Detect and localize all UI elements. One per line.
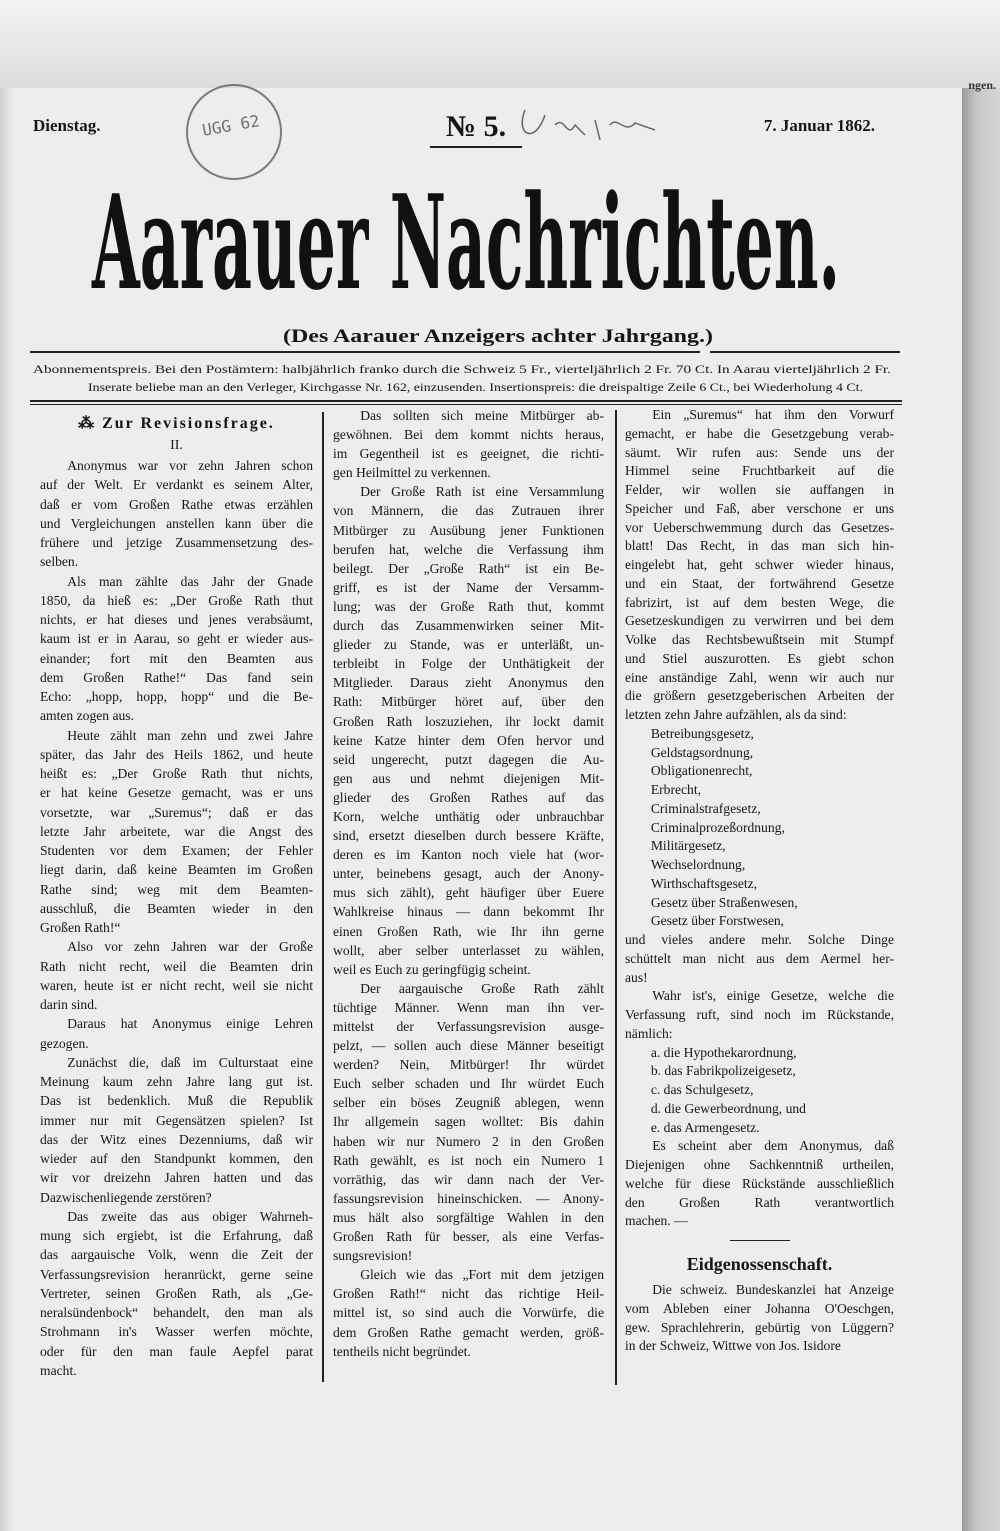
text-line: Speicher und Faß, aber verschone er uns [625,500,894,516]
weekday: Dienstag. [33,116,101,135]
list-item: Obligationenrecht, [650,763,753,779]
list-item: Criminalstrafgesetz, [650,800,761,816]
text-line: berufen hat, welche die Verfassung ihm [333,541,604,557]
scan-top-margin [0,0,1000,88]
text-line: die größern gesetzgeberischen Arbeiten der [625,688,894,704]
text-line: gen Heilmittel zu verkennen. [333,465,491,481]
text-line: fabrizirt, ist auf dem besten Wege, die [625,594,894,610]
paragraph [333,1265,604,1360]
text-line: glieder des Großen Rathes auf das [333,789,604,805]
text-line: vor Ueberschwemmung durch das Gesetzes- [625,519,894,535]
text-line: Rathe sind; weg mit dem Beamten- [40,881,313,897]
text-line: mittelst der Verfassungsrevision ausge- [333,1019,604,1034]
newspaper-subtitle: (Des Aarauer Anzeigers achter Jahrgang.) [283,326,713,347]
text-line: fassungsrevision hineinschicken. — Anony- [333,1190,604,1206]
text-line: mus sich zählt), geht häufiger über Euere [333,885,604,901]
text-line: terbleibt in Folge der Unthätigkeit der [333,656,604,672]
text-line: Mitbürger zu Ausübung jener Funktionen [333,522,604,538]
text-line: Großen Rath!“ [40,920,121,935]
paragraph [625,1281,894,1356]
text-line: Rath nicht recht, weil die Beamten drin [40,958,313,974]
text-line: macht. [40,1362,77,1378]
double-rule-bottom [30,404,902,405]
text-line: 1850, da hieß es: „Der Große Rath thut [40,592,313,608]
text-line: das der Witz eines Dezenniums, daß wir [40,1131,313,1147]
paragraph [40,726,313,938]
text-line: den Großen Rath verantwortlich [625,1194,894,1210]
text-line: selber ein böses Zeugniß ablegen, wenn [333,1095,604,1111]
article-part-number: II. [170,438,183,453]
list-item: d. die Gewerbeordnung, und [650,1100,806,1116]
text-line: sungsrevision! [333,1248,413,1264]
paragraph [625,987,894,1043]
text-line: mung sich ergiebt, ist die Erfahrung, daß [40,1228,313,1243]
text-line: selben. [40,554,79,570]
text-line: mus hält also sorgfältige Wahlen in den [333,1209,604,1225]
text-line: Echo: „hopp, hopp, hopp“ und die Be- [40,689,313,704]
text-line: Rath gewählt, es ist noch ein Numero 1 [333,1152,604,1168]
text-line: Verfassungsrevision heranrückt, gerne seine [40,1266,313,1282]
text-line: säumt. Wir rufen aus: Sende uns der [625,444,894,460]
text-line: wir vor dreizehn Jahren hatten und das [40,1170,313,1186]
text-line: durch das Zusammenwirken seiner Mit- [333,618,604,634]
text-line: das aargauische Volk, wenn die Zeit der [40,1247,313,1263]
text-line: eingelebt hat, geht schwer wieder hinaus, [625,557,894,572]
text-line: eine anständige Zahl, wenn wir auch nur [625,669,894,685]
text-line: einander; fort mit den Beamten aus [40,650,313,666]
paragraph [40,1014,313,1053]
text-line: weil es Euch zu geringfügig scheint. [333,961,531,977]
text-line: und Stiel auszurotten. Es giebt schon [625,650,894,666]
article-heading: ⁂ Zur Revisionsfrage. [78,415,275,432]
text-line: immer nur mit Gegensätzen spielen? Ist [40,1112,313,1128]
text-line: Volke das Rechtsbewußtsein mit Stumpf [625,632,894,647]
text-line: sind, ersetzt dieselben durch bessere Kräfte, [333,828,604,844]
handwritten-annotation [505,95,665,155]
paragraph [40,456,313,572]
text-line: Das zweite das aus obiger Wahrneh- [67,1208,313,1224]
text-line: Dazwischenliegende zerstören? [40,1189,212,1205]
text-line: amten zogen aus. [40,708,134,724]
text-line: von Männern, die das Zutrauen ihrer [333,503,604,519]
text-line: wieder auf den Standpunkt kommen, den [40,1151,313,1166]
list-item: a. die Hypothekarordnung, [650,1044,797,1060]
text-line: Großen Rath für besser, als eine Verfas- [333,1229,604,1245]
text-line: dem Großen Rathe gemacht werden, größ- [333,1324,604,1340]
text-line: Gesetzeskundigen zu verwirren und bei dem [625,613,894,629]
paragraph [40,1053,313,1207]
text-line: Verfassung ruft, sind noch im Rückstande, [625,1007,894,1022]
text-line: Himmel seine Fruchtbarkeit auf die [625,463,894,479]
list-item: Criminalprozeßordnung, [650,819,785,835]
text-line: Vertreter, seinen Großen Rath, als „Ge- [40,1285,313,1301]
text-line: beilegt. Der „Große Rath“ ist ein Be- [333,560,604,576]
text-line: Felder, wir wollen sie auffangen in [625,482,894,497]
text-line: Als man zählte das Jahr der Gnade [67,573,313,589]
masthead-rule-right [710,351,900,353]
text-line: Großen Rath loszuziehen, ihr lockt damit [333,713,604,729]
column-2 [333,406,604,1361]
article-heading: Eidgenossenschaft. [686,1254,833,1274]
text-line: Strohmann in's Wasser werfen möchte, [40,1324,313,1340]
text-line: auf der Welt. Er verdankt es seinem Alter, [40,477,313,493]
text-line: gen aus und nehmt diejenigen Mit- [333,770,604,786]
text-line: keine Katze hinter dem Ofen hervor und [333,732,604,748]
text-line: vorräthig, das wir dann nach der Ver- [333,1171,604,1187]
text-line: lung; was der Große Rath thut, kommt [333,598,604,614]
text-line: deren es im Kanton noch viele hat (wor- [333,847,604,863]
text-line: und Vergleichungen anstellen kann über die [40,515,313,531]
text-line: Das ist bedenklich. Muß die Republik [40,1093,313,1109]
list-item: Gesetz über Forstwesen, [650,913,785,929]
text-line: haben wir nur Numero 2 in den Großen [333,1133,604,1149]
list-item: Wirthschaftsgesetz, [650,875,758,891]
list-item: Wechselordnung, [650,857,746,872]
paragraph [333,979,604,1265]
text-line: gew. Sprachlehrerin, gebürtig von Lüggern? [625,1319,894,1335]
text-line: Studenten vor dem Examen; der Fehler [40,843,313,858]
text-line: Also vor zehn Jahren war der Große [67,939,313,955]
text-line: neralsündenbock“ behandelt, den man als [40,1305,313,1320]
text-line: Diejenigen ohne Sachkenntniß urtheilen, [625,1157,894,1172]
paragraph [625,406,894,725]
text-line: Euch selber schaden und Ihr würdet Euch [333,1076,604,1092]
list-item: Erbrecht, [650,782,702,797]
text-line: Großen Rath!“ nicht das richtige Heil- [333,1286,604,1302]
column-3 [625,406,894,1356]
text-line: liegt darin, daß keine Beamten im Großen [40,862,313,878]
paragraph [40,1207,313,1380]
list-item: e. das Armengesetz. [650,1119,760,1135]
text-line: Zunächst die, daß im Culturstaat eine [67,1054,313,1070]
text-line: Wahlkreise hinaus — dann bekommt Ihr [333,904,604,920]
text-line: Die schweiz. Bundeskanzlei hat Anzeige [652,1282,894,1297]
text-line: tentheils nicht begründet. [333,1343,471,1359]
text-line: in der Schweiz, Wittwe von Jos. Isidore [625,1338,841,1354]
text-line: glieder zu Stande, was er unterläßt, un- [333,637,604,653]
text-line: Rath: Mitbürger höret auf, über den [333,694,604,710]
enumerated-list [625,725,894,931]
text-line: mittel ist, so sind auch die Vorwürfe, die [333,1305,604,1321]
issue-number: № 5. [430,110,522,148]
text-line: und vieles andere mehr. Solche Dinge [625,932,894,947]
text-line: oder für den man faule Aepfel parat [40,1343,313,1359]
list-item: Betreibungsgesetz, [650,725,754,741]
text-line: später, das Jahr des Heils 1862, und heute [40,746,313,762]
text-line: welche für diese Rückstände ausschließlich [625,1175,894,1191]
text-line: gezogen. [40,1035,89,1051]
text-line: waren, heute ist er nicht recht, weil sie nicht [40,977,313,993]
text-line: blatt! Das Recht, in das man sich hin- [625,538,894,554]
text-line: nämlich: [625,1025,673,1041]
text-line: Daraus hat Anonymus einige Lehren [67,1016,313,1032]
text-line: dem Großen Rathe!“ Das fand sein [40,669,313,685]
text-line: Es scheint aber dem Anonymus, daß [652,1138,894,1154]
list-item: Geldstagsordnung, [650,744,754,760]
column-divider [615,410,617,1385]
paragraph [40,937,313,1014]
text-line: Gleich wie das „Fort mit dem jetzigen [360,1267,604,1283]
text-line: er hat keine Gesetze gemacht, was er uns [40,785,313,801]
text-line: Der Große Rath ist eine Versammlung [360,484,604,500]
text-line: aus! [625,969,648,985]
issue-date: 7. Januar 1862. [763,116,875,135]
list-item: c. das Schulgesetz, [650,1082,754,1097]
text-line: frühere und jetzige Zusammensetzung des- [40,535,313,550]
text-line: Heute zählt man zehn und zwei Jahre [67,727,313,743]
paragraph [625,931,894,987]
column-divider [322,412,324,1382]
enumerated-list [625,1044,894,1138]
text-line: gewöhnen. Bei dem kommt nichts heraus, [333,427,604,443]
text-line: pelzt, — sollen auch diese Männer beseitigt [333,1038,604,1054]
text-line: ausschluß, die Beamten wieder in den [40,900,313,916]
text-line: Das sollten sich meine Mitbürger ab- [360,408,604,423]
text-line: unter, beinebens gesagt, auch der Anony- [333,866,604,882]
list-item: Gesetz über Straßenwesen, [650,894,798,910]
text-line: letzten zehn Jahre aufzählen, als da sind: [625,707,847,722]
text-line: Ein „Suremus“ hat ihm den Vorwurf [652,407,894,422]
text-line: Mitglieder. Daraus zieht Anonymus den [333,675,604,691]
text-line: Der aargauische Große Rath zählt [360,980,604,996]
text-line: gemacht, er habe die Gesetzgebung verab- [625,425,894,441]
stamp-text: UGG 62 [200,111,262,140]
subscription-terms-line-1: Abonnementspreis. Bei den Postämtern: halbjährlich franko durch die Schweiz 5 Fr., vierteljährlich 2 Fr. 70 Ct. In Aarau vierteljährlich 2 Fr. [33,362,891,376]
section-separator [730,1240,790,1241]
text-line: Korn, welche unthätig oder unbrauchbar [333,808,604,824]
list-item: Militärgesetz, [650,838,726,854]
list-item: b. das Fabrikpolizeigesetz, [650,1063,796,1079]
text-line: griff, es ist der Name der Versamm- [333,579,604,595]
paragraph [40,572,313,726]
text-line: tüchtige Männer. Wenn man ihn ver- [333,999,604,1015]
adjacent-page-fragment: ngen. [968,78,996,92]
text-line: wollt, aber selber unterlasset zu wählen, [333,942,604,958]
text-line: machen. — [625,1213,688,1229]
subscription-terms-line-2: Inserate beliebe man an den Verleger, Kirchgasse Nr. 162, einzusenden. Insertionspreis: die dreispaltige Zeile 6 Ct., bei Wiederholung 4 Ct. [88,380,863,394]
text-line: vom Ableben einer Johanna O'Oeschgen, [625,1300,894,1316]
text-line: Ihr allgemein sagen wolltet: Bis dahin [333,1114,604,1130]
text-line: letzte Jahr arbeitete, war die Angst des [40,823,313,839]
text-line: Anonymus war vor zehn Jahren schon [67,458,313,473]
masthead [0,150,1000,400]
text-line: schüttelt man nicht aus dem Aermel her- [625,950,894,966]
text-line: heißt es: „Der Große Rath thut nichts, [40,766,313,781]
text-line: im Gegentheil ist es geeignet, die richti- [333,446,604,462]
text-line: kaum ist er in Aarau, so geht er wieder aus- [40,631,313,647]
text-line: werden? Nein, Mitbürger! Ihr würdet [333,1057,604,1073]
paragraph [333,482,604,978]
column-1 [40,412,313,1380]
masthead-rule-left [30,351,700,353]
paragraph [625,1137,894,1231]
text-line: und ein Staat, der fortwährend Gesetze [625,575,894,591]
text-line: vorsetzte, war „Suremus“; daß er das [40,804,313,820]
newspaper-title: Aarauer Nachrichten. [91,166,841,319]
text-line: darin sind. [40,997,98,1012]
text-line: daß er vom Großen Rathe etwas erzählen [40,496,313,512]
text-line: nichts, er hat dieses und jenes verabsäumt, [40,612,313,627]
paragraph [333,406,604,482]
text-line: seid ungerecht, putzt dagegen die Au- [333,751,604,767]
text-line: Meinung kaum zehn Jahre lang gut ist. [40,1074,313,1089]
double-rule-top [30,400,902,402]
text-line: Wahr ist's, einige Gesetze, welche die [652,988,894,1004]
text-line: einen Großen Rath, wie Ihr ihn gerne [333,923,604,939]
